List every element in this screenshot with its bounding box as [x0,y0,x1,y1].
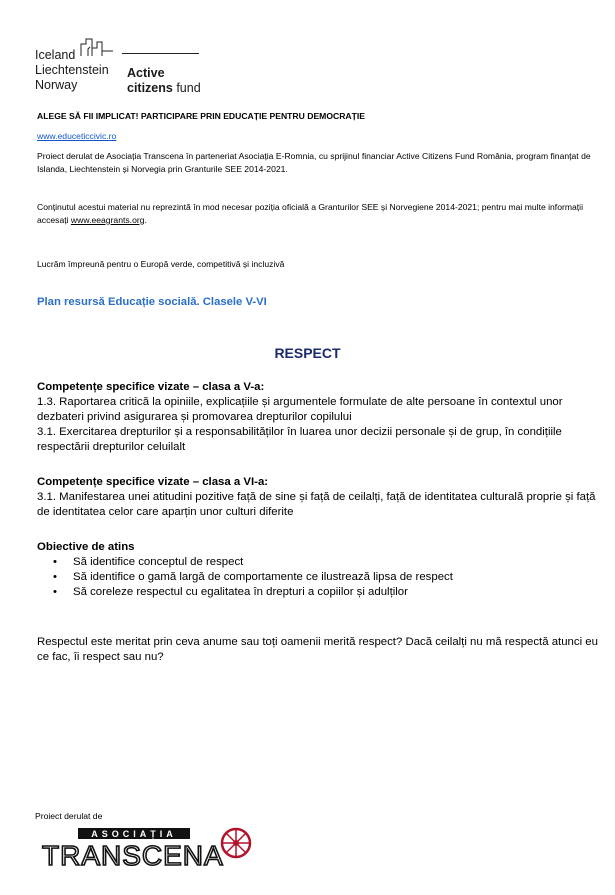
disclaimer-text: Conținutul acestui material nu reprezintă în mod necesar poziția oficială a Granturilor SEE și Norvegiene 2014-2021; pentru mai multe informații accesați [37,202,583,225]
logo-fund-citizens: citizens [127,81,173,95]
plan-title: Plan resursă Educație socială. Clasele V-VI [37,296,267,308]
transcena-logo [40,823,260,876]
transcena-logo-graphic [40,823,260,871]
grade6-heading: Competențe specifice vizate – clasa a VI-a: [37,476,269,488]
objective-text: Să coreleze respectul cu egalitatea în drepturi a copiilor și adulților [73,586,408,598]
list-item [53,555,602,570]
logo-fund-line1: Active [127,66,165,80]
list-item [53,585,602,600]
website-link[interactable]: www.educeticcivic.ro [37,131,117,141]
grade5-item-1: 1.3. Raportarea critică la opiniile, explicațiile și argumentele formulate de alte persoane în contextul unor dezbateri privind asigurarea și promovarea drepturilor copilului [37,396,563,423]
logo-org-small: ASOCIAȚIA [91,829,177,839]
motto: Lucrăm împreună pentru o Europă verde, competitivă și incluzivă [37,259,285,269]
bullet-icon: • [53,586,57,598]
logo-country-norway: Norway [35,78,78,92]
logo-active-citizens-fund [127,66,201,96]
logo-divider [122,53,199,54]
section-objectives [37,540,602,600]
grade5-item-2: 3.1. Exercitarea drepturilor și a responsabilităților în luarea unor decizii personale și de grup, în condițiile respectării drepturilor celuilalt [37,426,562,453]
section-grade6 [37,475,602,520]
bullet-icon: • [53,571,57,583]
reflection-question: Respectul este meritat prin ceva anume sau toți oamenii merită respect? Dacă ceilalți nu mă respectă atunci eu ce fac, îi respect sau nu? [37,636,598,663]
logo-fund-rest: fund [172,81,201,95]
logo-org-name: TRANSCENA [42,840,224,871]
eeagrants-link[interactable]: www.eeagrants.org [70,214,145,225]
objectives-list [37,555,602,600]
objectives-heading: Obiective de atins [37,541,135,553]
project-description: Proiect derulat de Asociația Transcena în parteneriat Asociația E-Romnia, cu sprijinul financiar Active Citizens Fund România, program finanțat de Islanda, Liechtenstein și Norvegia prin Granturile SEE 2014-2021. [37,151,591,174]
logo-country-liechtenstein: Liechtenstein [35,63,109,77]
logo-country-iceland: Iceland [35,48,76,62]
grade6-item-1: 3.1. Manifestarea unei atitudini pozitive față de sine și față de ceilalți, față de identitatea culturală proprie și față de identitatea celor care aparțin unor culturi diferite [37,491,596,518]
bullet-icon: • [53,556,57,568]
grade5-heading: Competențe specifice vizate – clasa a V-a: [37,381,265,393]
wheel-icon [222,829,250,857]
main-title: RESPECT [274,345,341,361]
objective-text: Să identifice o gamă largă de comportamente ce ilustrează lipsa de respect [73,571,453,583]
objective-text: Să identifice conceptul de respect [73,556,244,568]
section-grade5 [37,380,602,455]
list-item [53,570,602,585]
logo-fund-line2 [127,81,201,96]
logo-countries [35,48,109,93]
project-headline: ALEGE SĂ FII IMPLICAT! PARTICIPARE PRIN EDUCAȚIE PENTRU DEMOCRAȚIE [37,111,366,121]
disclaimer-end: . [144,214,147,225]
footer-label: Proiect derulat de [35,811,103,821]
disclaimer [37,201,597,226]
